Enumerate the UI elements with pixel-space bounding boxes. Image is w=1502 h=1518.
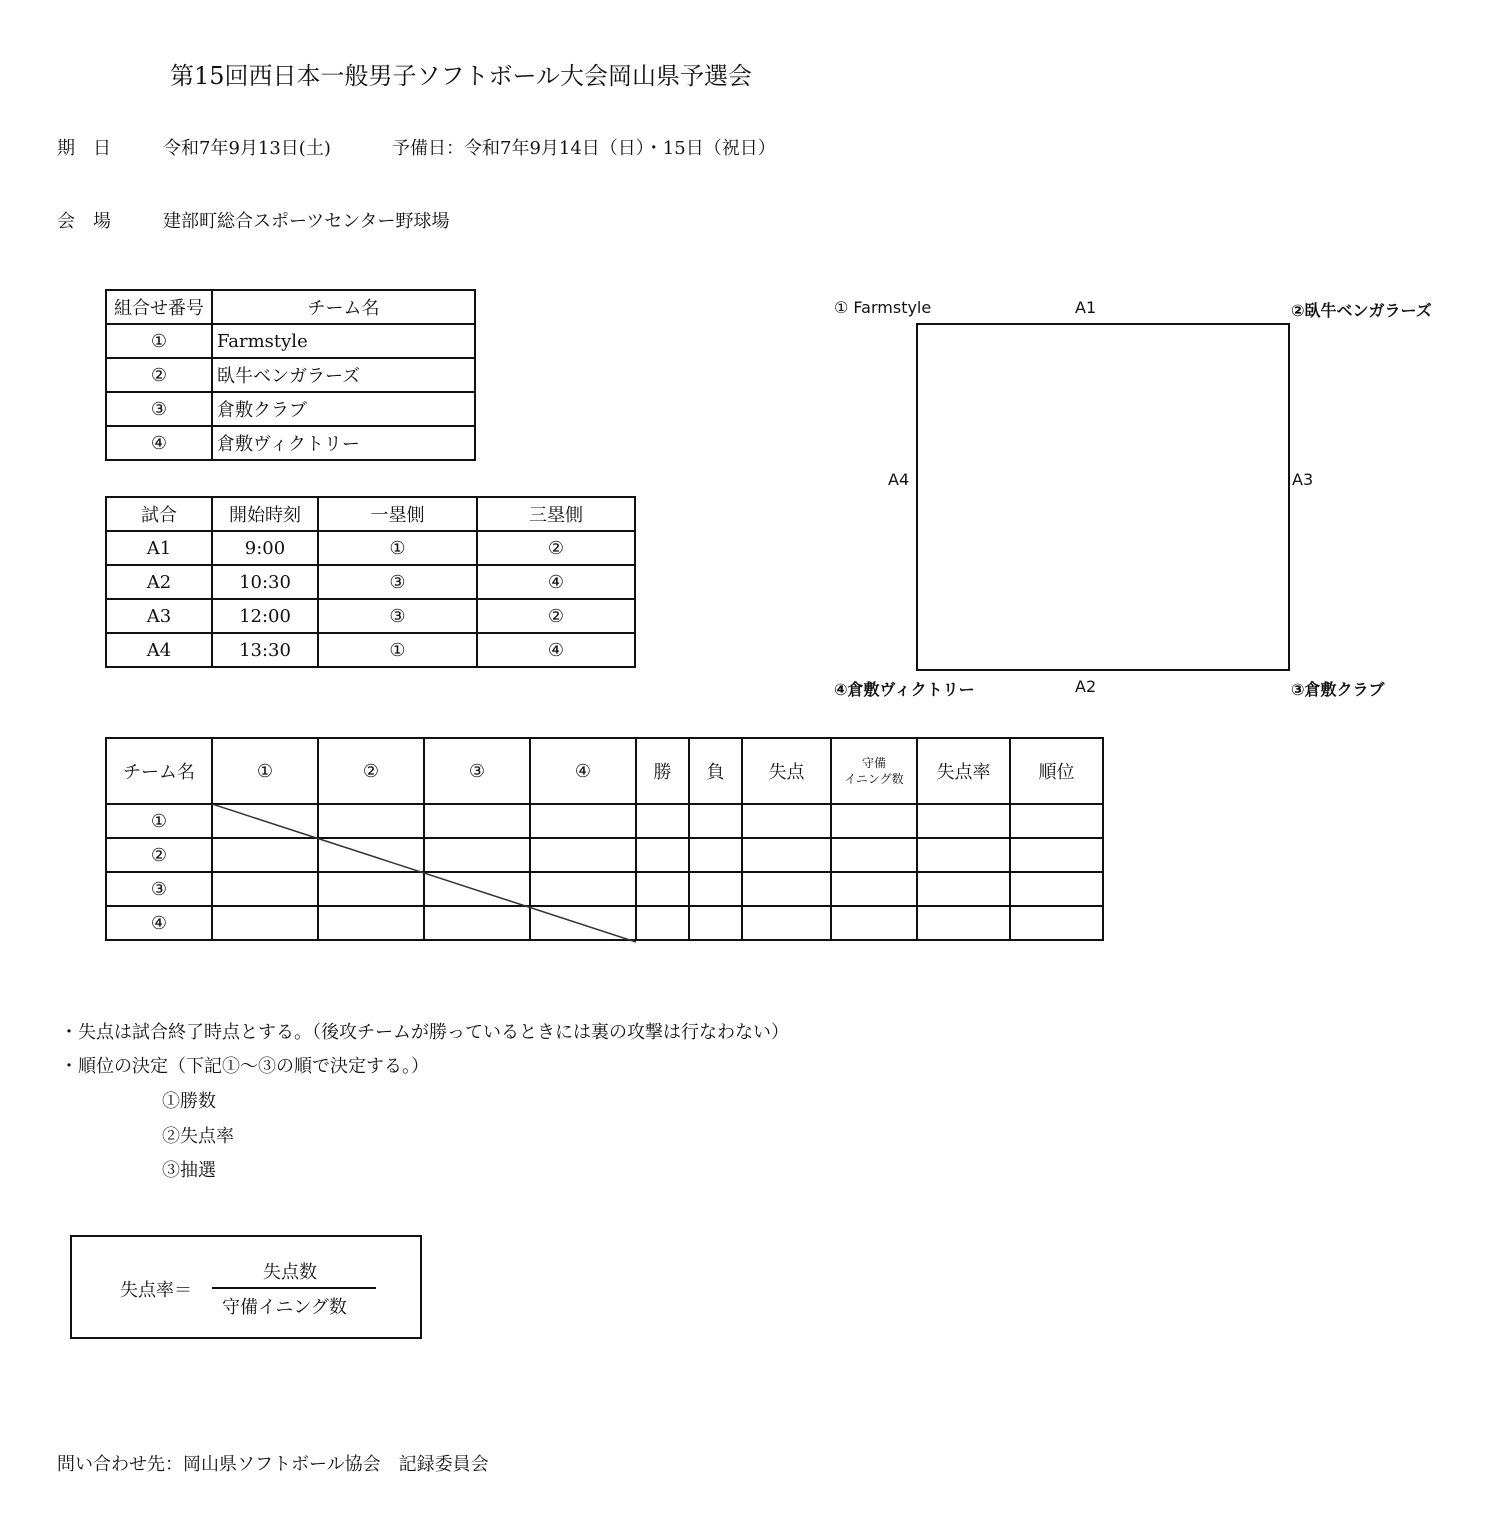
reserve-date: 予備日：令和7年9月14日（日）・15日（祝日） xyxy=(392,138,776,159)
first-base-team: ① xyxy=(318,633,477,667)
results-header-col1: ① xyxy=(212,738,318,804)
first-base-team: ③ xyxy=(318,565,477,599)
date-label: 期 日 xyxy=(57,138,111,159)
bracket-game-top: A1 xyxy=(1075,298,1097,317)
schedule-header-time: 開始時刻 xyxy=(212,497,318,531)
results-row-label: ③ xyxy=(106,872,212,906)
start-time: 13:30 xyxy=(212,633,318,667)
team-number: ① xyxy=(106,324,212,358)
teams-table xyxy=(105,289,476,461)
bracket-corner-bottom-left: ④倉敷ヴィクトリー xyxy=(834,680,975,699)
venue-value: 建部町総合スポーツセンター野球場 xyxy=(163,211,450,232)
schedule-row xyxy=(106,531,635,565)
ranking-item: ③抽選 xyxy=(162,1160,216,1181)
formula-numerator: 失点数 xyxy=(263,1262,317,1283)
defense-label: 守備 xyxy=(861,756,886,770)
team-row xyxy=(106,426,475,460)
bracket-corner-bottom-right: ③倉敷クラブ xyxy=(1291,680,1385,699)
results-header-col2: ② xyxy=(318,738,424,804)
results-header-col3: ③ xyxy=(424,738,530,804)
note-ranking: ・順位の決定（下記①～③の順で決定する。） xyxy=(60,1056,429,1077)
game-id: A3 xyxy=(106,599,212,633)
ranking-item: ①勝数 xyxy=(162,1091,216,1112)
formula-lhs: 失点率＝ xyxy=(120,1280,192,1301)
venue-label: 会 場 xyxy=(57,211,111,232)
game-id: A4 xyxy=(106,633,212,667)
teams-header-name: チーム名 xyxy=(212,290,475,324)
contact-info: 問い合わせ先：岡山県ソフトボール協会 記録委員会 xyxy=(57,1454,489,1475)
schedule-row xyxy=(106,565,635,599)
bracket-game-right: A3 xyxy=(1292,470,1314,489)
bracket-game-left: A4 xyxy=(888,470,910,489)
team-name: 倉敷ヴィクトリー xyxy=(212,426,475,460)
team-number: ④ xyxy=(106,426,212,460)
team-name: 倉敷クラブ xyxy=(212,392,475,426)
bracket-corner-top-right: ②臥牛ベンガラーズ xyxy=(1291,301,1432,320)
formula-box xyxy=(70,1235,422,1339)
results-row-label: ① xyxy=(106,804,212,838)
game-id: A1 xyxy=(106,531,212,565)
team-number: ② xyxy=(106,358,212,392)
results-header-col4: ④ xyxy=(530,738,636,804)
bracket-game-bottom: A2 xyxy=(1075,677,1097,696)
start-time: 10:30 xyxy=(212,565,318,599)
schedule-table xyxy=(105,496,636,668)
note-runs-allowed: ・失点は試合終了時点とする。（後攻チームが勝っているときには裏の攻撃は行なわない） xyxy=(60,1022,789,1043)
start-time: 12:00 xyxy=(212,599,318,633)
page-title: 第15回西日本一般男子ソフトボール大会岡山県予選会 xyxy=(170,62,753,90)
third-base-team: ④ xyxy=(477,565,635,599)
team-number: ③ xyxy=(106,392,212,426)
results-header-team: チーム名 xyxy=(106,738,212,804)
bracket-square xyxy=(916,323,1290,671)
results-row-label: ② xyxy=(106,838,212,872)
results-header-rate: 失点率 xyxy=(917,738,1010,804)
start-time: 9:00 xyxy=(212,531,318,565)
game-id: A2 xyxy=(106,565,212,599)
team-name: 臥牛ベンガラーズ xyxy=(212,358,475,392)
bracket-corner-top-left: ① Farmstyle xyxy=(834,298,932,317)
formula-denominator: 守備イニング数 xyxy=(222,1297,347,1318)
team-name: Farmstyle xyxy=(212,324,475,358)
ranking-item: ②失点率 xyxy=(162,1126,234,1147)
self-match-diagonal xyxy=(212,804,636,944)
results-header-wins: 勝 xyxy=(636,738,689,804)
results-header-defense-innings xyxy=(831,738,917,804)
schedule-header-game: 試合 xyxy=(106,497,212,531)
team-row xyxy=(106,324,475,358)
innings-label: イニング数 xyxy=(844,772,904,786)
schedule-header-first-base: 一塁側 xyxy=(318,497,477,531)
results-header-losses: 負 xyxy=(689,738,742,804)
results-row-label: ④ xyxy=(106,906,212,940)
first-base-team: ③ xyxy=(318,599,477,633)
schedule-header-third-base: 三塁側 xyxy=(477,497,635,531)
third-base-team: ④ xyxy=(477,633,635,667)
results-header-rank: 順位 xyxy=(1010,738,1103,804)
third-base-team: ② xyxy=(477,599,635,633)
first-base-team: ① xyxy=(318,531,477,565)
fraction-bar xyxy=(212,1287,376,1289)
team-row xyxy=(106,358,475,392)
schedule-row xyxy=(106,599,635,633)
teams-header-number: 組合せ番号 xyxy=(106,290,212,324)
results-header-runs-allowed: 失点 xyxy=(742,738,831,804)
schedule-row xyxy=(106,633,635,667)
third-base-team: ② xyxy=(477,531,635,565)
date-value: 令和7年9月13日(土) xyxy=(163,138,331,159)
team-row xyxy=(106,392,475,426)
